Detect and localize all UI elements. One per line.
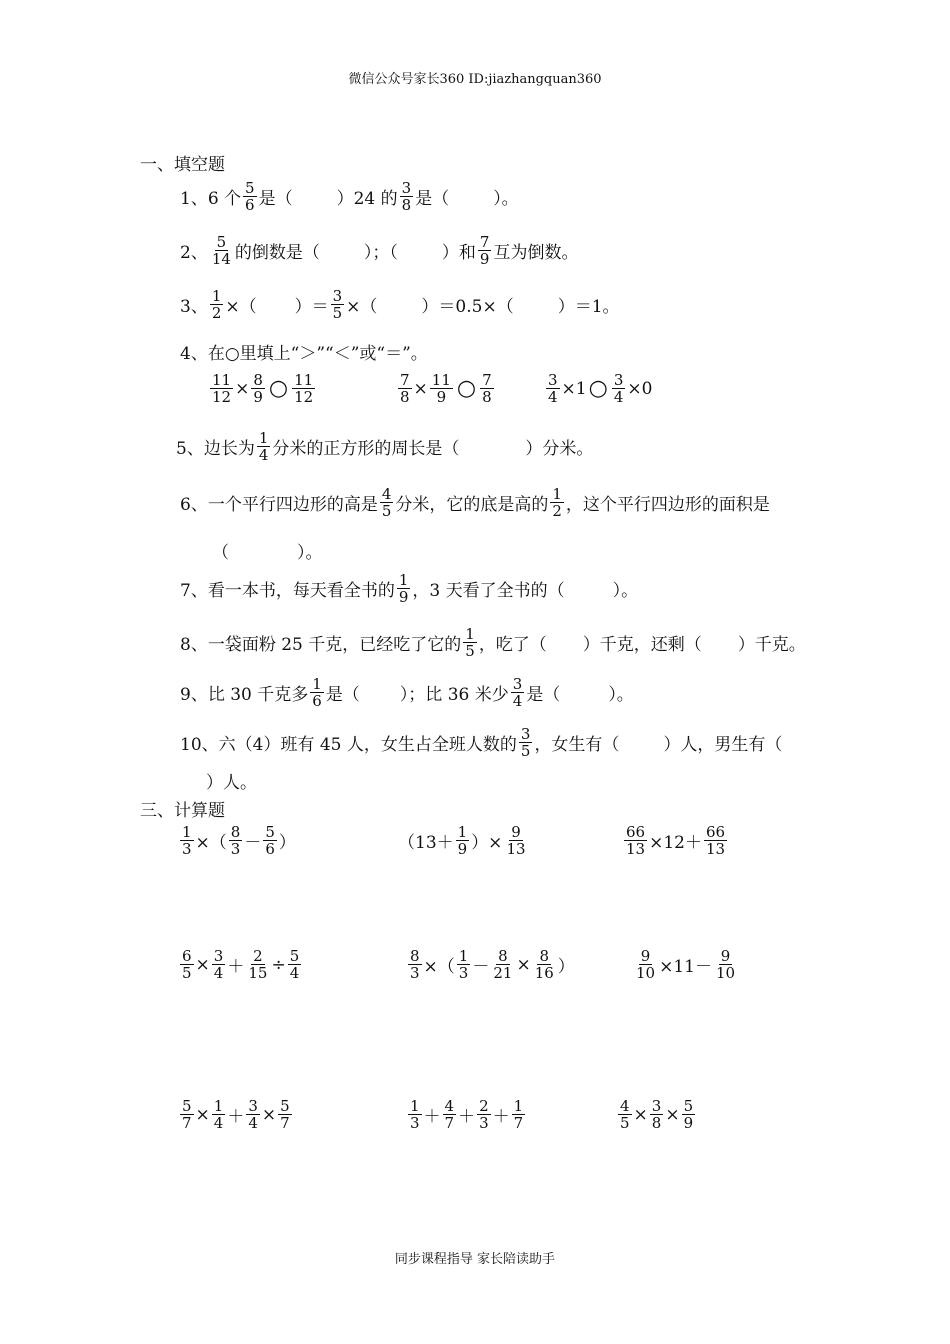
expression-text: ×12＋	[649, 833, 702, 853]
q3-text-c: ）＝	[294, 297, 329, 317]
calc-r1c3	[622, 824, 729, 857]
expression-text: ）。	[612, 581, 639, 601]
fraction	[278, 1098, 292, 1131]
section-fill-blank-title: 一、填空题	[140, 155, 225, 175]
expression-text: ＋	[458, 1107, 476, 1127]
fraction	[650, 1098, 664, 1131]
expression-text: ）千克，还剩（	[582, 635, 702, 655]
fraction	[251, 372, 265, 405]
numerator: 3	[613, 371, 624, 389]
q1-text-a: 1、6 个	[180, 189, 242, 209]
expression-text: ×（	[195, 833, 227, 853]
numerator: 3	[248, 1097, 258, 1115]
expression-text: ×	[633, 1104, 648, 1125]
denominator: 13	[705, 840, 726, 858]
fraction	[408, 1098, 422, 1131]
numerator: 5	[265, 823, 275, 841]
fraction	[504, 824, 527, 857]
question-9	[180, 676, 634, 709]
expression-text: ）人，男生有（	[663, 735, 783, 755]
numerator: 3	[401, 179, 412, 197]
numerator: 3	[512, 675, 523, 693]
expression-text: ÷	[271, 954, 286, 975]
denominator: 7	[444, 1114, 455, 1132]
question-10	[180, 726, 782, 759]
fraction	[210, 372, 233, 405]
expression-text: ）	[278, 833, 296, 853]
numerator: 1	[513, 1097, 524, 1115]
numerator: 1	[398, 571, 409, 589]
numerator: 8	[410, 947, 420, 965]
question-2	[180, 234, 578, 267]
denominator: 4	[213, 964, 224, 982]
expression-text: 分米的正方形的周长是（	[272, 439, 460, 459]
expression-text: 9、比 30 千克多	[180, 685, 309, 705]
q10-line-2: ）人。	[206, 773, 257, 793]
expression-text: ×	[195, 954, 210, 975]
q8-fraction	[463, 626, 477, 659]
denominator: 5	[465, 642, 475, 660]
q2-text-b: 的倒数是（	[234, 243, 320, 263]
expression-text: ）分米。	[525, 439, 594, 459]
numerator: 1	[410, 1097, 420, 1115]
numerator: 9	[720, 947, 731, 965]
denominator: 4	[213, 1114, 224, 1132]
denominator: 4	[548, 388, 558, 406]
fraction	[546, 372, 560, 405]
denominator: 3	[410, 964, 420, 982]
q1-fraction-1	[243, 180, 257, 213]
q3-fraction-2	[331, 288, 345, 321]
expression-text: ×	[261, 1104, 277, 1125]
q3-text-d: ×（	[346, 297, 378, 317]
denominator: 9	[479, 250, 490, 268]
numerator: 66	[626, 823, 646, 841]
numerator: 2	[253, 947, 263, 965]
fraction	[682, 1098, 696, 1131]
page-footer: 同步课程指导 家长陪读助手	[394, 1252, 556, 1267]
numerator: 11	[212, 371, 232, 389]
denominator: 15	[248, 964, 268, 982]
denominator: 9	[683, 1114, 694, 1132]
numerator: 66	[705, 823, 726, 841]
expression-text: ＋	[423, 1107, 441, 1127]
denominator: 3	[410, 1114, 420, 1132]
numerator: 1	[312, 675, 322, 693]
expression-text: ×0	[627, 378, 653, 399]
expression-text: ＋	[227, 1107, 245, 1127]
fraction	[634, 948, 657, 981]
q2-fraction-2	[478, 234, 492, 267]
fraction	[263, 824, 277, 857]
denominator: 2	[211, 304, 222, 322]
q5-fraction	[257, 430, 271, 463]
expression-text: ，女生有（	[534, 735, 620, 755]
denominator: 8	[400, 388, 410, 406]
q1-text-b: 是（	[258, 189, 293, 209]
expression-text: 8、一袋面粉 25 千克，已经吃了它的	[180, 635, 462, 655]
denominator: 9	[398, 588, 409, 606]
denominator: 3	[458, 964, 469, 982]
compare-circle-2[interactable]: ○	[456, 376, 477, 401]
numerator: 5	[683, 1097, 694, 1115]
expression-text: 10、六（4）班有 45 人，女生占全班人数的	[180, 735, 517, 755]
denominator: 6	[245, 196, 255, 214]
q6-fraction-2	[550, 486, 564, 519]
expression-text: ）×	[471, 833, 503, 853]
question-8	[180, 626, 806, 659]
denominator: 4	[248, 1114, 258, 1132]
fraction	[480, 372, 494, 405]
expression-text: ×	[195, 1104, 210, 1125]
denominator: 5	[332, 304, 343, 322]
denominator: 3	[230, 840, 241, 858]
q9-fraction-1	[310, 676, 324, 709]
denominator: 8	[482, 388, 492, 406]
fraction	[180, 1098, 194, 1131]
denominator: 7	[182, 1114, 192, 1132]
q10-fraction	[519, 726, 533, 759]
denominator: 13	[506, 840, 526, 858]
fraction	[457, 948, 471, 981]
expression-text: ×1	[561, 378, 587, 399]
calc-r2c1	[178, 948, 303, 981]
expression-text: 5、边长为	[176, 439, 255, 459]
section-calculation-title: 三、计算题	[140, 801, 225, 821]
numerator: 1	[182, 823, 192, 841]
denominator: 5	[182, 964, 192, 982]
numerator: 9	[640, 947, 651, 965]
denominator: 7	[280, 1114, 290, 1132]
calc-r1c1	[178, 824, 296, 857]
denominator: 6	[312, 692, 322, 710]
expression-text: 是（	[325, 685, 360, 705]
expression-text: ×（	[423, 957, 455, 977]
q4-compare-1	[208, 372, 317, 405]
fraction	[180, 948, 194, 981]
fraction	[443, 1098, 457, 1131]
question-6	[180, 486, 770, 519]
calc-r2c2	[406, 948, 575, 981]
calc-r2c3	[632, 948, 739, 981]
numerator: 3	[520, 725, 531, 743]
denominator: 16	[534, 964, 554, 982]
expression-text: ×11－	[659, 957, 712, 977]
numerator: 4	[620, 1097, 630, 1115]
expression-text: ×	[665, 1104, 680, 1125]
expression-text: －	[472, 957, 490, 977]
numerator: 11	[431, 371, 451, 389]
q4-compare-2	[396, 372, 496, 405]
question-1	[180, 180, 519, 213]
fraction	[180, 824, 194, 857]
denominator: 5	[381, 502, 392, 520]
denominator: 9	[436, 388, 447, 406]
q1-text-e: ）。	[493, 189, 519, 209]
expression-text: ，这个平行四边形的面积是	[565, 495, 770, 515]
expression-text: ）千克。	[737, 635, 806, 655]
q2-fraction-1	[210, 234, 233, 267]
fraction	[714, 948, 737, 981]
q2-text-d: ）和	[441, 243, 476, 263]
q1-text-d: 是（	[415, 189, 450, 209]
numerator: 2	[479, 1097, 489, 1115]
expression-text: 分米，它的底是高的	[395, 495, 549, 515]
calc-r1c2	[398, 824, 530, 857]
denominator: 10	[715, 964, 736, 982]
denominator: 6	[265, 840, 275, 858]
denominator: 3	[182, 840, 192, 858]
numerator: 7	[482, 371, 492, 389]
denominator: 10	[636, 964, 656, 982]
expression-text: 2、	[180, 243, 208, 263]
question-5	[176, 430, 593, 463]
numerator: 3	[332, 287, 343, 305]
denominator: 5	[520, 742, 531, 760]
q6-answer-line[interactable]: （ ）。	[212, 543, 323, 563]
numerator: 5	[216, 233, 227, 251]
numerator: 8	[230, 823, 241, 841]
q2-text-c: ）；（	[363, 243, 398, 263]
expression-text: 是（	[526, 685, 561, 705]
expression-text: 6、一个平行四边形的高是	[180, 495, 378, 515]
numerator: 7	[479, 233, 490, 251]
fraction	[398, 372, 412, 405]
denominator: 4	[512, 692, 523, 710]
q1-text-c: ）24 的	[336, 189, 398, 209]
expression-text: ＋	[227, 957, 245, 977]
q3-text-g: ）＝1。	[557, 297, 620, 317]
fraction	[612, 372, 626, 405]
expression-text: 7、看一本书，每天看全书的	[180, 581, 395, 601]
q7-fraction	[397, 572, 411, 605]
numerator: 5	[289, 947, 300, 965]
fraction	[618, 1098, 632, 1131]
q3-fraction-1	[210, 288, 224, 321]
numerator: 1	[211, 287, 222, 305]
denominator: 2	[552, 502, 562, 520]
denominator: 4	[613, 388, 624, 406]
q3-text-a: 3、	[180, 297, 208, 317]
denominator: 12	[294, 388, 314, 406]
fraction	[533, 948, 556, 981]
calc-r3c2	[406, 1098, 527, 1131]
compare-circle-1[interactable]: ○	[268, 376, 289, 401]
fraction	[229, 824, 243, 857]
fraction	[212, 948, 226, 981]
fraction	[512, 1098, 526, 1131]
expression-text: ，吃了（	[478, 635, 547, 655]
expression-text: ×	[235, 378, 250, 399]
fraction	[246, 948, 269, 981]
numerator: 4	[381, 485, 392, 503]
numerator: 3	[548, 371, 558, 389]
expression-text: －	[244, 833, 262, 853]
numerator: 1	[552, 485, 562, 503]
expression-text: ）	[557, 957, 575, 977]
numerator: 5	[280, 1097, 290, 1115]
page-header: 微信公众号家长360 ID:jiazhangquan360	[348, 72, 602, 87]
numerator: 8	[539, 947, 549, 965]
compare-circle-3[interactable]: ○	[588, 376, 608, 401]
numerator: 1	[465, 625, 475, 643]
expression-text: （13＋	[398, 833, 454, 853]
numerator: 1	[458, 947, 469, 965]
expression-text: ）；比 36 米少	[399, 685, 509, 705]
numerator: 11	[294, 371, 314, 389]
expression-text: ×	[516, 954, 531, 975]
expression-text: ，3 天看了全书的（	[412, 581, 565, 601]
numerator: 1	[457, 823, 468, 841]
numerator: 3	[651, 1097, 662, 1115]
numerator: 9	[511, 823, 521, 841]
denominator: 14	[211, 250, 231, 268]
numerator: 8	[498, 947, 508, 965]
fraction	[212, 1098, 226, 1131]
denominator: 13	[626, 840, 646, 858]
denominator: 9	[253, 388, 263, 406]
question-7	[180, 572, 638, 605]
denominator: 9	[457, 840, 468, 858]
q3-text-b: ×（	[225, 297, 257, 317]
calc-r3c3	[616, 1098, 697, 1131]
numerator: 6	[182, 947, 192, 965]
denominator: 4	[289, 964, 300, 982]
q6-fraction-1	[380, 486, 394, 519]
expression-text: ×	[413, 378, 428, 399]
q3-text-e: ）＝0.5×（	[421, 297, 514, 317]
numerator: 8	[253, 371, 263, 389]
denominator: 12	[212, 388, 232, 406]
fraction	[704, 824, 727, 857]
question-3	[180, 288, 620, 321]
numerator: 5	[182, 1097, 192, 1115]
denominator: 8	[651, 1114, 662, 1132]
numerator: 4	[444, 1097, 455, 1115]
fraction	[408, 948, 422, 981]
q2-text-e: 互为倒数。	[493, 243, 579, 263]
numerator: 3	[213, 947, 224, 965]
fraction	[292, 372, 315, 405]
fraction	[491, 948, 514, 981]
fraction	[288, 948, 302, 981]
fraction	[246, 1098, 260, 1131]
denominator: 4	[258, 446, 269, 464]
denominator: 8	[401, 196, 412, 214]
q4-compare-3	[544, 372, 652, 405]
question-4-text: 4、在○里填上“＞”“＜”或“＝”。	[180, 344, 428, 364]
expression-text: ＋	[492, 1107, 510, 1127]
fraction	[430, 372, 453, 405]
q1-fraction-2	[400, 180, 414, 213]
numerator: 1	[258, 429, 269, 447]
fraction	[456, 824, 470, 857]
denominator: 7	[513, 1114, 524, 1132]
denominator: 21	[493, 964, 513, 982]
expression-text: ）。	[608, 685, 634, 705]
numerator: 5	[245, 179, 255, 197]
fraction	[624, 824, 647, 857]
denominator: 5	[620, 1114, 630, 1132]
denominator: 3	[479, 1114, 489, 1132]
numerator: 1	[213, 1097, 224, 1115]
fraction	[477, 1098, 491, 1131]
numerator: 7	[400, 371, 410, 389]
calc-r3c1	[178, 1098, 294, 1131]
q9-fraction-2	[511, 676, 525, 709]
